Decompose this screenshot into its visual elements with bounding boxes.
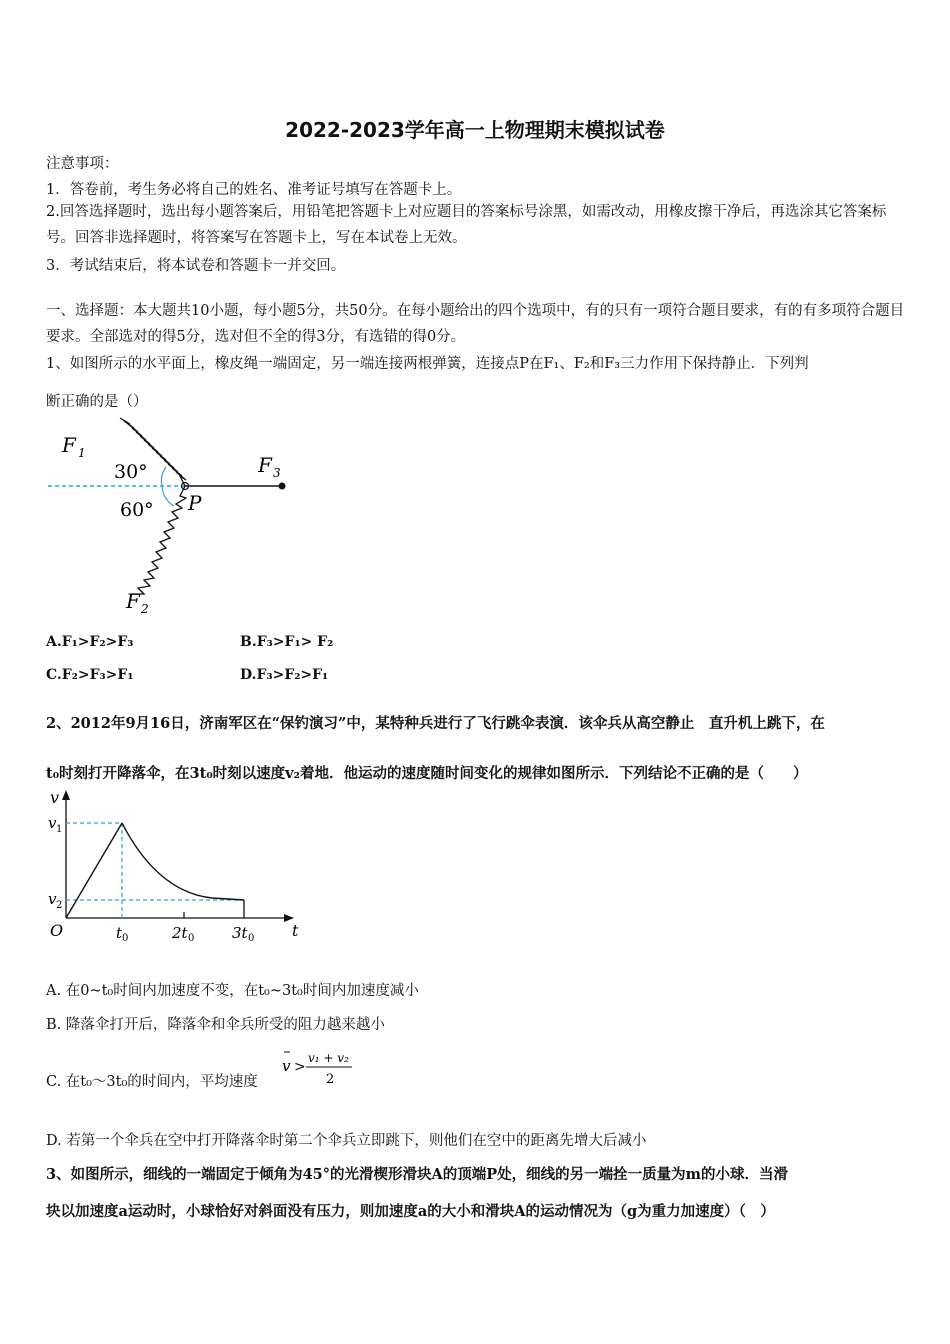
q1-option-a[interactable]: A.F₁>F₂>F₃	[46, 634, 134, 650]
formula-avg-v: v	[282, 1057, 291, 1075]
decelerating-curve	[122, 823, 244, 900]
label-f3-sub: 3	[273, 466, 281, 480]
origin-label: O	[50, 921, 64, 940]
q2-option-d[interactable]: D. 若第一个伞兵在空中打开降落伞时第二个伞兵立即跳下，则他们在空中的距离先增大后减小	[46, 1133, 647, 1149]
label-f3: F	[258, 453, 272, 477]
q1-force-diagram	[40, 418, 300, 618]
tick-sub-t0: 0	[122, 933, 129, 944]
angle-arc-30	[161, 467, 166, 486]
q2-option-a[interactable]: A. 在0~t₀时间内加速度不变，在t₀~3t₀时间内加速度减小	[46, 983, 419, 999]
q1-option-b[interactable]: B.F₃>F₁> F₂	[240, 634, 334, 650]
formula-numerator: v₁ + v₂	[308, 1051, 349, 1065]
page-title: 2022-2023学年高一上物理期末模拟试卷	[285, 118, 665, 142]
q2-stem-line2: t₀时刻打开降落伞，在3t₀时刻以速度v₂着地．他运动的速度随时间变化的规律如图所示．下列结论不正确的是（ ）	[46, 765, 808, 782]
notice-item-3: 3．考试结束后，将本试卷和答题卡一并交回。	[46, 258, 346, 274]
notice-item-2: 2.回答选择题时，选出每小题答案后，用铅笔把答题卡上对应题目的答案标号涂黑，如需改动，用橡皮擦干净后，再选涂其它答案标号。回答非选择题时，将答案写在答题卡上，写在本试卷上无效。	[46, 204, 887, 246]
label-f1: F	[62, 433, 76, 457]
q2-option-c[interactable]: C. 在t₀～3t₀的时间内，平均速度	[46, 1074, 258, 1090]
v1-label: v	[48, 814, 57, 832]
q2-option-c-formula	[280, 1046, 360, 1090]
v1-sub: 1	[56, 824, 63, 835]
q2-stem-line1: 2、2012年9月16日，济南军区在“保钓演习”中，某特种兵进行了飞行跳伞表演．该伞兵从高空静止 直升机上跳下，在	[46, 715, 825, 732]
q2-velocity-time-graph	[44, 786, 304, 946]
y-axis-label: v	[50, 788, 60, 807]
formula-denominator: 2	[326, 1072, 335, 1087]
label-point-p: P	[188, 491, 202, 515]
angle-arc-60	[162, 486, 174, 506]
label-f2-sub: 2	[141, 602, 149, 616]
notice-heading: 注意事项：	[46, 156, 119, 172]
tick-label-2t0: 2t	[172, 924, 188, 942]
q3-stem-line2: 块以加速度a运动时，小球恰好对斜面没有压力，则加速度a的大小和滑块A的运动情况为（g为重力加速度）（ ）	[46, 1203, 775, 1220]
q2-option-b[interactable]: B. 降落伞打开后，降落伞和伞兵所受的阻力越来越小	[46, 1017, 385, 1033]
tick-sub-2t0: 0	[188, 933, 195, 944]
tick-label-t0: t	[116, 924, 123, 942]
q1-option-d[interactable]: D.F₃>F₂>F₁	[240, 667, 329, 683]
label-f1-sub: 1	[78, 446, 86, 460]
formula-op: >	[294, 1059, 306, 1075]
tick-label-3t0: 3t	[232, 924, 248, 942]
v2-sub: 2	[56, 900, 63, 911]
q1-stem-line2: 断正确的是（）	[46, 394, 148, 410]
notice-item-1: 1．答卷前，考生务必将自己的姓名、准考证号填写在答题卡上。	[46, 182, 462, 198]
section-instructions: 一、选择题：本大题共10小题，每小题5分，共50分。在每小题给出的四个选项中，有的只有一项符合题目要求，有的有多项符合题目要求。全部选对的得5分，选对但不全的得3分，有选错的得0分。	[46, 303, 905, 345]
label-angle-60: 60°	[120, 499, 154, 521]
label-f2: F	[126, 589, 140, 613]
f3-end-point	[279, 483, 286, 490]
x-axis-label: t	[292, 921, 299, 940]
y-axis-arrow	[62, 790, 70, 800]
q3-stem-line1: 3、如图所示，细线的一端固定于倾角为45°的光滑楔形滑块A的顶端P处，细线的另一端拴一质量为m的小球．当滑	[46, 1166, 789, 1183]
q1-stem-line1: 1、如图所示的水平面上，橡皮绳一端固定，另一端连接两根弹簧，连接点P在F₁、F₂和F₃三力作用下保持静止．下列判	[46, 356, 809, 372]
label-angle-30: 30°	[114, 461, 148, 483]
v2-label: v	[48, 890, 57, 908]
tick-sub-3t0: 0	[248, 933, 255, 944]
q1-option-c[interactable]: C.F₂>F₃>F₁	[46, 667, 134, 683]
accelerating-segment	[66, 823, 122, 918]
